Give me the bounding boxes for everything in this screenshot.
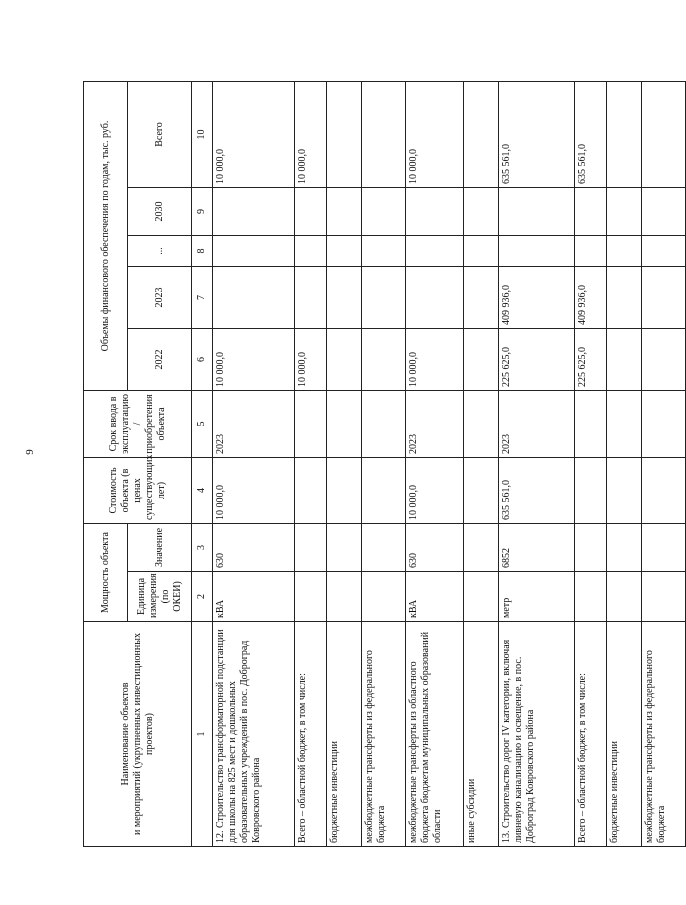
row-year-cell	[327, 390, 362, 457]
row-unit-cell: метр	[499, 572, 575, 622]
row-2022-cell	[642, 328, 686, 390]
row-value-cell	[575, 523, 607, 571]
row-2023-cell	[213, 266, 295, 328]
row-year-cell	[607, 390, 642, 457]
row-year-cell: 2023	[213, 390, 295, 457]
row-value-cell: 630	[406, 523, 464, 571]
row-value-cell	[295, 523, 327, 571]
row-cost-cell	[295, 457, 327, 523]
row-ellipsis-cell	[406, 235, 464, 266]
index-cell: 9	[192, 187, 213, 235]
row-year-cell	[642, 390, 686, 457]
row-value-cell	[362, 523, 406, 571]
row-total-cell: 635 561,0	[499, 81, 575, 187]
column-index-row	[192, 81, 213, 846]
header-year-2022: 2022	[128, 328, 192, 390]
row-unit-cell: кВА	[406, 572, 464, 622]
row-ellipsis-cell	[499, 235, 575, 266]
row-name-cell: бюджетные инвестиции	[607, 622, 642, 847]
row-2023-cell	[362, 266, 406, 328]
row-unit-cell	[464, 572, 499, 622]
row-2023-cell: 409 936,0	[575, 266, 607, 328]
row-cost-cell	[464, 457, 499, 523]
row-name-cell: Всего – областной бюджет, в том числе:	[295, 622, 327, 847]
header-cost: Стоимость объекта (в ценах существующих лет)	[84, 457, 192, 523]
row-cost-cell: 10 000,0	[213, 457, 295, 523]
row-ellipsis-cell	[362, 235, 406, 266]
row-2022-cell	[362, 328, 406, 390]
index-cell: 10	[192, 81, 213, 187]
row-2022-cell: 225 625,0	[499, 328, 575, 390]
row-value-cell	[464, 523, 499, 571]
row-2030-cell	[607, 187, 642, 235]
row-2030-cell	[213, 187, 295, 235]
row-total-cell: 10 000,0	[213, 81, 295, 187]
row-name-cell: межбюджетные трансферты из федерального бюджета	[642, 622, 686, 847]
header-ellipsis: ...	[128, 235, 192, 266]
row-unit-cell	[362, 572, 406, 622]
row-ellipsis-cell	[607, 235, 642, 266]
row-name-cell: 12. Строительство трансформаторной подстанции для школы на 825 мест и дошкольных образовательных учреждений в пос. Доброград Ковровского района	[213, 622, 295, 847]
row-2023-cell	[295, 266, 327, 328]
row-2030-cell	[362, 187, 406, 235]
page-number: 9	[24, 449, 36, 455]
row-year-cell	[295, 390, 327, 457]
row-2022-cell: 10 000,0	[406, 328, 464, 390]
row-total-cell	[642, 81, 686, 187]
row-name-cell: Всего – областной бюджет, в том числе:	[575, 622, 607, 847]
table-row	[464, 81, 499, 846]
table-row	[499, 81, 575, 846]
row-cost-cell: 635 561,0	[499, 457, 575, 523]
row-2022-cell	[607, 328, 642, 390]
row-2022-cell: 10 000,0	[213, 328, 295, 390]
table-row	[642, 81, 686, 846]
header-year-2023: 2023	[128, 266, 192, 328]
row-2022-cell: 10 000,0	[295, 328, 327, 390]
row-ellipsis-cell	[327, 235, 362, 266]
row-cost-cell	[642, 457, 686, 523]
row-2030-cell	[406, 187, 464, 235]
row-year-cell: 2023	[406, 390, 464, 457]
row-unit-cell: кВА	[213, 572, 295, 622]
row-2030-cell	[295, 187, 327, 235]
row-2030-cell	[327, 187, 362, 235]
row-total-cell	[607, 81, 642, 187]
row-total-cell	[362, 81, 406, 187]
header-unit: Единица измерения (по ОКЕИ)	[128, 572, 192, 622]
row-name-cell: бюджетные инвестиции	[327, 622, 362, 847]
header-year-2030: 2030	[128, 187, 192, 235]
row-total-cell: 10 000,0	[295, 81, 327, 187]
row-cost-cell	[575, 457, 607, 523]
row-unit-cell	[642, 572, 686, 622]
row-2023-cell	[464, 266, 499, 328]
row-total-cell: 635 561,0	[575, 81, 607, 187]
row-2023-cell: 409 936,0	[499, 266, 575, 328]
row-ellipsis-cell	[642, 235, 686, 266]
table-row	[607, 81, 642, 846]
row-2030-cell	[499, 187, 575, 235]
row-ellipsis-cell	[575, 235, 607, 266]
table-row	[295, 81, 327, 846]
row-total-cell	[327, 81, 362, 187]
index-cell: 8	[192, 235, 213, 266]
index-cell: 2	[192, 572, 213, 622]
row-ellipsis-cell	[295, 235, 327, 266]
row-year-cell	[464, 390, 499, 457]
header-value: Значение	[128, 523, 192, 571]
row-name-cell: иные субсидии	[464, 622, 499, 847]
row-unit-cell	[575, 572, 607, 622]
index-cell: 7	[192, 266, 213, 328]
row-name-cell: 13. Строительство дорог IV категории, включая ливневую канализацию и освещение, в пос. Доброград Ковровского района	[499, 622, 575, 847]
row-year-cell	[575, 390, 607, 457]
row-2023-cell	[327, 266, 362, 328]
row-cost-cell	[327, 457, 362, 523]
header-object-name: Наименование объектов и мероприятий (укрупненных инвестиционных проектов)	[84, 622, 192, 847]
table-row	[362, 81, 406, 846]
index-cell: 6	[192, 328, 213, 390]
row-cost-cell	[607, 457, 642, 523]
row-name-cell: межбюджетные трансферты из федерального бюджета	[362, 622, 406, 847]
index-cell: 1	[192, 622, 213, 847]
financing-table	[83, 81, 686, 847]
row-unit-cell	[295, 572, 327, 622]
row-2023-cell	[642, 266, 686, 328]
row-2022-cell	[327, 328, 362, 390]
row-2022-cell	[464, 328, 499, 390]
row-2022-cell: 225 625,0	[575, 328, 607, 390]
row-unit-cell	[327, 572, 362, 622]
header-commission: Срок ввода в эксплуатацию / приобретения объекта	[84, 390, 192, 457]
index-cell: 4	[192, 457, 213, 523]
row-value-cell	[642, 523, 686, 571]
header-capacity-group: Мощность объекта	[84, 523, 128, 621]
index-cell: 5	[192, 390, 213, 457]
index-cell: 3	[192, 523, 213, 571]
row-2030-cell	[642, 187, 686, 235]
row-cost-cell	[362, 457, 406, 523]
row-cost-cell: 10 000,0	[406, 457, 464, 523]
row-value-cell	[327, 523, 362, 571]
row-value-cell: 630	[213, 523, 295, 571]
row-2030-cell	[575, 187, 607, 235]
row-year-cell: 2023	[499, 390, 575, 457]
table-row	[327, 81, 362, 846]
row-name-cell: межбюджетные трансферты из областного бюджета бюджетам муниципальных образований области	[406, 622, 464, 847]
row-2030-cell	[464, 187, 499, 235]
row-total-cell: 10 000,0	[406, 81, 464, 187]
row-ellipsis-cell	[213, 235, 295, 266]
table-row	[406, 81, 464, 846]
row-year-cell	[362, 390, 406, 457]
row-value-cell: 6852	[499, 523, 575, 571]
header-funding-group: Объемы финансового обеспечения по годам, тыс. руб.	[84, 81, 128, 390]
row-total-cell	[464, 81, 499, 187]
row-unit-cell	[607, 572, 642, 622]
row-2023-cell	[607, 266, 642, 328]
rotated-table-container	[83, 82, 667, 847]
row-value-cell	[607, 523, 642, 571]
header-total: Всего	[128, 81, 192, 187]
table-row	[213, 81, 295, 846]
row-ellipsis-cell	[464, 235, 499, 266]
table-row	[575, 81, 607, 846]
row-2023-cell	[406, 266, 464, 328]
